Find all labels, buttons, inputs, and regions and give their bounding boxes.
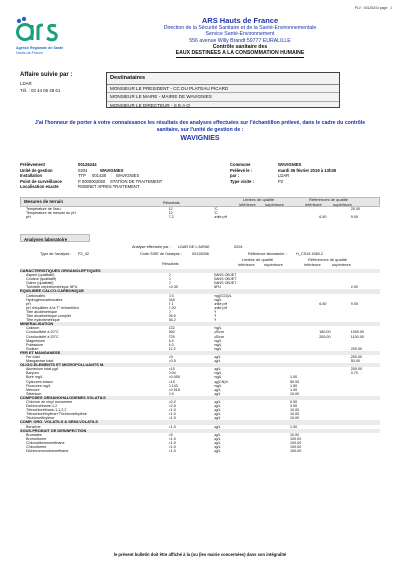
result-value: 0 (168, 273, 171, 278)
value-commune: WAVIGNIES (278, 162, 302, 167)
result-unit: NFU (213, 285, 222, 290)
org-service: Service Santé-Environnement (205, 31, 275, 38)
parameter-name: Bromoforme (26, 436, 47, 441)
field-col-limits: Limites de qualité (243, 197, 275, 202)
result-value: <0.2 (168, 400, 176, 404)
org-title: ARS Hauts de France (201, 16, 279, 25)
parameter-name: Carbonates (26, 293, 46, 298)
result-value: 650 (168, 330, 175, 335)
parameter-name: Bore mg/L (26, 375, 44, 380)
results-col-results: Résultats (162, 261, 179, 266)
field-col-limit-inf: inférieure (239, 202, 256, 207)
category-label: MINERALISATION (20, 322, 380, 326)
lab-ref-label: Référence laboratoire : (248, 252, 287, 256)
parameter-name: pH (26, 215, 31, 220)
intro-commune: WAVIGNIES (180, 134, 220, 142)
result-unit: µg/L (213, 440, 221, 445)
limit-superior: 1.50 (290, 383, 298, 388)
case-handler-heading: Affaire suivie par : (20, 72, 73, 78)
recipient-line: MONSIEUR LE MAIRE - MAIRIE DE WAVIGNIES (107, 93, 339, 102)
org-address: 556 avenue Willy Brandt 59777 EURALILLE (189, 37, 291, 44)
limit-superior: 10.00 (290, 416, 300, 421)
parameter-name: Odeur (qualitatif) (26, 281, 54, 286)
footer-notice: le présent bulletin doit être affiché à la (ou (les mairie concernées) dans son intégralité (113, 552, 287, 557)
limit-superior: 100.00 (290, 449, 302, 454)
parameter-name: Baryum (26, 371, 39, 376)
parameter-name: Chlorure de vinyl monomère (26, 400, 73, 404)
reference-superior: 1000.00 (350, 330, 365, 335)
limit-inferior (256, 215, 290, 219)
results-col-limit-sup: supérieure (264, 262, 283, 267)
sample-info (20, 162, 380, 190)
result-value: 348 (168, 297, 175, 302)
control-title: Contrôle sanitaire des (212, 44, 268, 51)
results-table (20, 269, 380, 453)
parameter-name: Manganèse total (26, 359, 54, 364)
result-unit: µg/L (213, 387, 221, 392)
lab-code-value: 00126396 (192, 252, 209, 256)
results-col-ref-inf: inférieure (304, 262, 321, 267)
result-unit: SANS OBJET (213, 277, 237, 282)
category-label: COMP. ORG. VOLATILS & SEMI-VOLATILS (20, 420, 380, 424)
result-unit: µg/L (213, 416, 221, 421)
results-col-ref-sup: supérieure (332, 262, 351, 267)
reference-superior: 9.00 (350, 301, 358, 306)
result-value: 0.143 (168, 383, 178, 388)
result-value: <0.30 (168, 285, 178, 290)
result-value: 28.5 (168, 314, 176, 319)
result-unit: µg/L (213, 404, 221, 409)
value-point-code: P 0000002050 (78, 178, 106, 184)
field-col-ref-inf: inférieure (305, 202, 322, 207)
parameter-name: Benzène (26, 424, 41, 429)
recipients-box (106, 72, 340, 108)
reference-inferior (319, 449, 351, 453)
value-unite: WAVIGNIES (100, 167, 124, 173)
result-value: <0.050 (168, 375, 180, 380)
value-unite-code: 0204 (78, 167, 88, 173)
value-type-visite: P2 (278, 178, 284, 184)
reference-superior: 200.00 (350, 367, 363, 372)
result-unit: mg/L (213, 338, 222, 343)
category-label: FER ET MANGANESE (20, 351, 380, 355)
result-unit: SANS OBJET (213, 273, 237, 278)
result-value: 0 (168, 281, 171, 286)
parameter-name: Aspect (qualitatif) (26, 273, 55, 278)
ars-logo (16, 16, 78, 62)
value-preleve: mardi 05 février 2019 à 13h35 (278, 167, 337, 173)
organisation-header (120, 16, 360, 58)
lab-code-label: Code SISE de l'analyse : (140, 252, 182, 256)
limit-superior: 1.00 (290, 424, 298, 429)
lab-type-label: Type de l'analyse : (40, 252, 72, 256)
result-value: <1.0 (168, 449, 176, 454)
parameter-name: Calcium (26, 326, 40, 331)
field-col-limit-sup: supérieure (265, 202, 284, 207)
result-value: <0.5 (168, 359, 176, 364)
label-installation: Installation (20, 173, 43, 178)
intro-statement (30, 120, 370, 143)
value-point: STATION DE TRAITEMENT (110, 178, 163, 184)
limit-superior: 10.00 (290, 408, 300, 413)
result-unit: mg/L (213, 297, 222, 302)
limit-superior: 10.00 (290, 412, 300, 417)
parameter-name: Conductivité à 20°C (26, 330, 59, 335)
result-value: 12 (168, 207, 173, 211)
result-unit: °f (213, 314, 216, 319)
result-unit: °C (213, 207, 218, 211)
field-table (20, 207, 380, 219)
lab-heading-box (20, 234, 90, 242)
lab-analyses (20, 234, 380, 453)
result-unit: µg(CN)/L (213, 379, 229, 384)
result-row (20, 449, 380, 453)
parameter-name: Chlorodibromométhane (26, 440, 65, 445)
result-value: <1.0 (168, 440, 176, 445)
plv-reference: PLV : 00126244 page : 1 (354, 6, 392, 10)
result-value: 725 (168, 334, 175, 339)
result-unit: unité pH (213, 305, 228, 310)
limit-superior: 100.00 (290, 440, 302, 445)
result-value: <1.0 (168, 412, 176, 417)
field-col-references: Références de qualité (309, 197, 348, 202)
category-label: CARACTERISTIQUES ORGANOLEPTIQUES (20, 269, 380, 273)
result-unit: °f (213, 309, 216, 314)
parameter-name: Turbidité néphélométrique NFU (26, 285, 78, 290)
results-col-limit-inf: inférieure (238, 262, 255, 267)
parameter-name: Magnésium (26, 338, 46, 343)
result-value: 0.0 (168, 293, 174, 298)
parameter-name: Titre alcalimétrique complet (26, 314, 71, 319)
parameter-name: Fluorures mg/L (26, 383, 51, 388)
recipients-heading: Destinataires (107, 73, 339, 85)
label-type-visite: Type visite : (230, 178, 254, 184)
lab-performed-by (20, 245, 380, 252)
parameter-name: Sélénium (26, 391, 42, 396)
result-value: <1.0 (168, 416, 176, 421)
limit-inferior (256, 449, 290, 453)
parameter-name: Titre alcalimétrique (26, 309, 58, 314)
result-unit: mg/L (213, 375, 222, 380)
label-point: Point de surveillance (20, 178, 62, 184)
value-par: LDAR (278, 173, 290, 178)
parameter-name: Potassium (26, 342, 44, 347)
value-installation: WAVIGNIES (116, 173, 140, 178)
reference-superior: 200.00 (350, 346, 363, 351)
value-localisation: ROBINET APRES TRAITEMENT (78, 184, 140, 189)
result-unit: unité pH (213, 215, 228, 220)
parameter-name: Conductivité à 25°C (26, 334, 59, 339)
results-col-limits: Limites de qualité (242, 257, 274, 262)
parameter-name: pH (26, 301, 31, 306)
result-value: 7.1 (168, 301, 174, 306)
reference-superior: 2.00 (350, 285, 358, 290)
category-label: COMPOSES ORGANOHALOGENES VOLATILS (20, 396, 380, 400)
result-unit: µg/L (213, 359, 221, 364)
result-unit: mg/L (213, 342, 222, 347)
logo-caption: Agence Régionale de Santé (16, 46, 64, 50)
field-col-results: Résultats (163, 200, 180, 205)
result-value: <1.0 (168, 424, 176, 429)
result-value: <10 (168, 379, 175, 384)
result-value: 0 (168, 309, 171, 314)
reference-inferior: 200.00 (319, 334, 331, 339)
field-header (20, 197, 380, 207)
limit-superior: 100.00 (290, 436, 302, 441)
parameter-name: Bromates (26, 432, 42, 437)
result-value: 6.4 (168, 338, 174, 343)
parameter-name: Couleur (qualitatif) (26, 277, 57, 282)
result-unit: mg/L (213, 371, 222, 376)
result-unit: mg/L (213, 346, 222, 351)
result-value: <5 (168, 354, 173, 359)
case-handler-name: LDAR (20, 81, 32, 87)
results-header (20, 258, 380, 269)
result-unit: µg/L (213, 412, 221, 417)
result-value: <1.0 (168, 445, 176, 450)
reference-inferior: 180.00 (319, 330, 331, 335)
category-label: OLIGO-ELEMENTS ET MICROPOLLUANTS M. (20, 363, 380, 367)
results-col-references: Références de qualité (308, 257, 347, 262)
lab-performed-value: LDAR DE L'AISNE (178, 245, 210, 249)
category-label: SOUS-PRODUIT DE DESINFECTION (20, 429, 380, 433)
label-prelevement: Prélèvement (20, 162, 45, 167)
lab-performed-label: Analyse effectuée par : (132, 245, 171, 249)
recipient-line: MONSIEUR LE DIRECTEUR - S E A O (110, 102, 190, 108)
lab-ref-value: H_CS19.1580.2 (296, 252, 324, 256)
limit-superior: 3.00 (290, 404, 298, 409)
result-unit: mg/L (213, 326, 222, 331)
lab-performed-code: 0204 (234, 245, 243, 249)
result-value: <1.0 (168, 408, 176, 413)
parameter-name: Mercure (26, 387, 40, 392)
reference-inferior: 6.50 (319, 215, 327, 220)
result-value: 36.2 (168, 318, 176, 323)
reference-superior (351, 449, 380, 453)
parameter-name: Tétrachloréthane-1,1,2,2 (26, 408, 67, 413)
reference-superior: 200.00 (350, 354, 363, 359)
result-value: <5 (168, 432, 173, 437)
result-value: <1.0 (168, 436, 176, 441)
result-value: 0.04 (168, 371, 176, 376)
limit-superior: 50.00 (290, 379, 300, 384)
label-par: par : (230, 173, 240, 178)
parameter-name: Titre hydrotimétrique (26, 318, 60, 323)
field-measurements (20, 197, 380, 219)
result-value: 4.0 (168, 342, 174, 347)
water-title: EAUX DESTINEES A LA CONSOMMATION HUMAINE (175, 50, 305, 57)
label-commune: Commune (230, 162, 251, 167)
parameter-name: Température de mesure du pH (26, 211, 77, 216)
result-unit: °f (213, 318, 216, 323)
parameter-name: Cyanures totaux (26, 379, 53, 384)
result-unit: µS/cm (213, 334, 225, 339)
result-value: 132 (168, 326, 175, 331)
result-unit: °C (213, 211, 218, 216)
lab-type-value: P2_42 (78, 252, 89, 256)
category-label: EQUILIBRE CALCO-CARBONIQUE (20, 289, 380, 293)
result-unit: µg/L (213, 432, 221, 437)
reference-superior: 1100.00 (350, 334, 364, 339)
field-heading: Mesures de terrain (24, 199, 64, 204)
result-unit: mg(CO3)/L (213, 293, 232, 298)
parameter-name: Hydrogénocarbonates (26, 297, 63, 302)
reference-superior: 9.00 (350, 215, 358, 220)
limit-superior: 10.00 (290, 391, 300, 396)
parameter-name: Aluminium total µg/l (26, 367, 59, 372)
limit-superior: 1.00 (290, 387, 298, 392)
recipient-line: MONSIEUR LE PRESIDENT - CC DU PLATEAU PICARD (107, 85, 339, 94)
result-value: 12 (168, 211, 173, 216)
parameter-name: Dichloroéthane-1,2 (26, 404, 58, 409)
result-value: <0.015 (168, 387, 180, 392)
parameter-name: Fer total (26, 354, 40, 359)
result-unit: µg/L (213, 445, 221, 450)
limit-superior: 1.00 (290, 375, 298, 380)
result-unit: µg/L (213, 408, 221, 413)
value-installation-type: TTP (78, 173, 86, 178)
result-value: 7.20 (168, 305, 176, 310)
limit-superior: 10.00 (290, 432, 300, 437)
result-value: <10 (168, 367, 175, 372)
limit-superior: 0.50 (290, 400, 298, 404)
value-installation-code: 001438 (92, 173, 106, 178)
label-preleve: Prélevé le : (230, 167, 253, 173)
result-unit: unité pH (213, 301, 228, 306)
result-unit: µg/L (213, 367, 221, 372)
limit-superior (290, 215, 319, 219)
parameter-name: Trichloroéthylène (26, 416, 55, 421)
label-localisation: Localisation exacte (20, 184, 59, 189)
org-direction: Direction de la Sécurité Sanitaire et de la Santé-Environnementale (163, 25, 317, 31)
reference-inferior: 6.50 (319, 301, 327, 306)
reference-superior: 50.00 (350, 359, 360, 364)
result-value: <2.5 (168, 404, 176, 409)
lab-heading: Analyses laboratoire (24, 236, 68, 242)
result-unit: µg/L (213, 391, 221, 396)
result-unit: µg/L (213, 400, 221, 404)
result-row (20, 215, 380, 219)
result-unit: SANS OBJET (213, 281, 237, 286)
parameter-name: Sodium (26, 346, 39, 351)
parameter-name: Tétrachloréthylène+Trichloroéthylène (26, 412, 87, 417)
result-value: 0.9 (168, 391, 174, 396)
result-value: 0 (168, 277, 171, 282)
result-unit: µg/L (213, 424, 221, 429)
parameter-name: pH d'équilibre à la T° échantillon (26, 305, 79, 310)
parameter-name: Température de l'eau (26, 207, 61, 211)
parameter-name: Chloroforme (26, 445, 47, 450)
limit-superior: 100.00 (290, 445, 302, 450)
result-unit: µg/L (213, 354, 221, 359)
logo-region: Hauts-de-France (16, 51, 43, 55)
intro-text: J'ai l'honneur de porter à votre connaissance les résultats des analyses effectuées sur l'échantillon prélevé, dans le cadre du contrôle sanitaire, sur l'unité de gestion de : (34, 120, 366, 133)
result-unit: µg/L (213, 436, 221, 441)
value-prelevement: 00126244 (78, 162, 97, 167)
case-handler (20, 72, 100, 94)
result-unit: µS/cm (213, 330, 225, 335)
result-value: 12.2 (168, 346, 176, 351)
reference-superior: 25.00 (350, 207, 360, 211)
reference-superior: 0.70 (350, 371, 358, 376)
parameter-name: Dichloromonobrométhane (26, 449, 69, 454)
result-unit: µg/L (213, 449, 221, 454)
result-value: 7.2 (168, 215, 174, 220)
result-unit: mg/L (213, 383, 222, 388)
field-col-ref-sup: supérieure (333, 202, 352, 207)
case-handler-phone: Tél. : 03 44 06 48 61 (20, 88, 61, 94)
label-unite: Unité de gestion (20, 167, 53, 173)
